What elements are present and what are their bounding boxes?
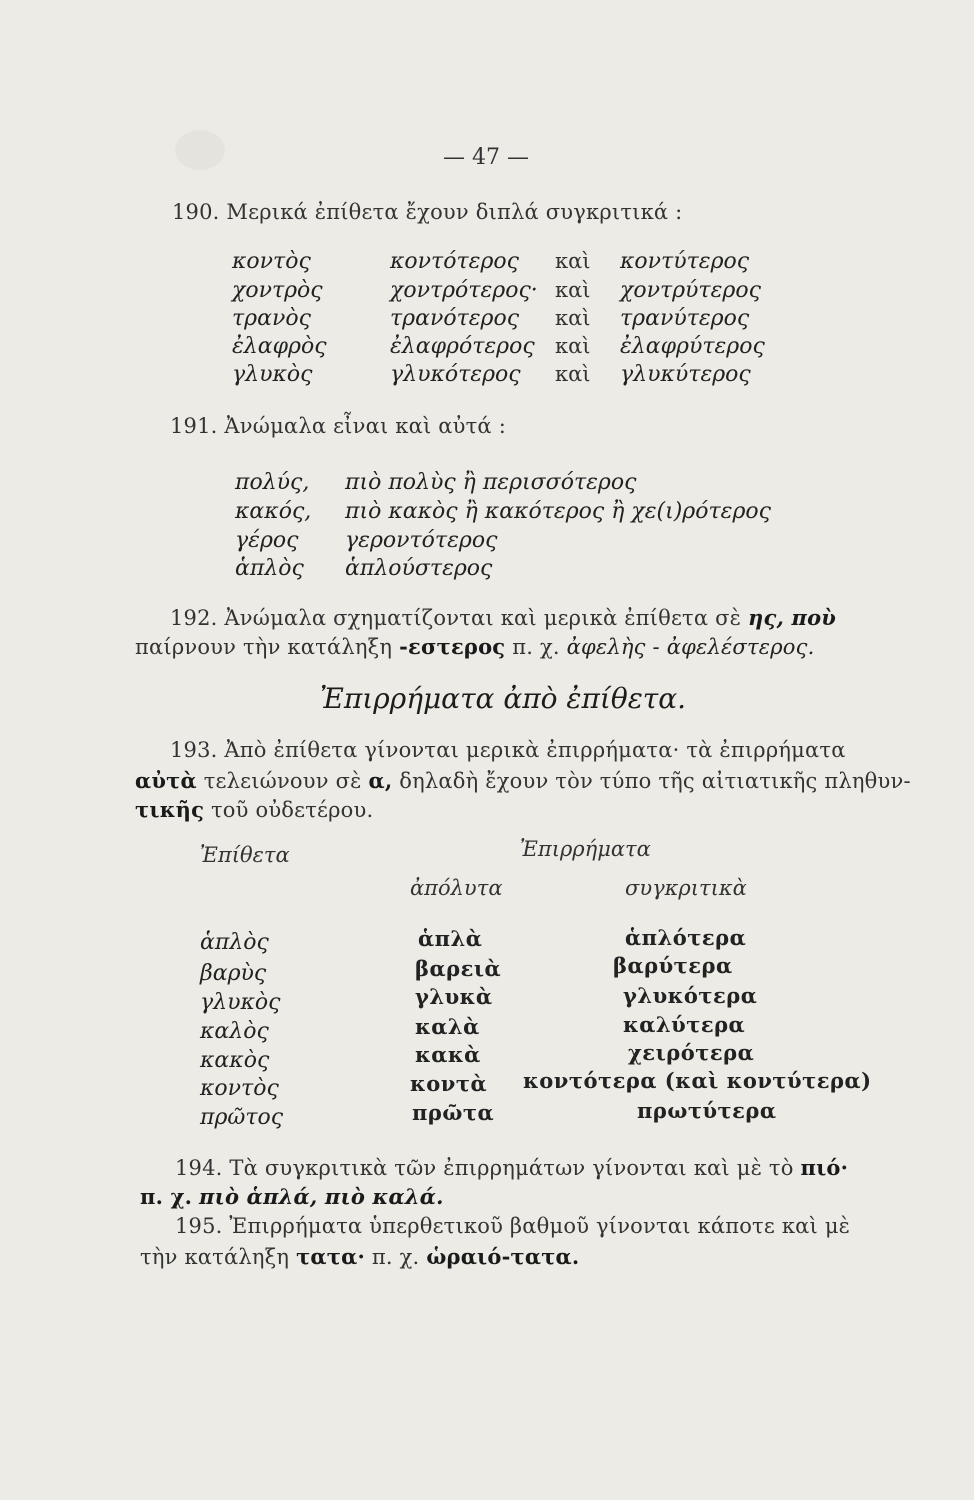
text-span: τικῆς [135, 797, 205, 822]
table-row: πρῶτος [200, 1105, 284, 1130]
text-span: π. χ. [371, 1245, 420, 1269]
absolute-adverb: καλὰ [415, 1014, 480, 1039]
comparative-2: τρανύτερος [620, 306, 750, 331]
table-row: γλυκὸς [200, 990, 281, 1015]
absolute-adverb: κοντὰ [410, 1071, 488, 1096]
section-193-text: 193. Ἀπὸ ἐπίθετα γίνονται μερικὰ ἐπιρρήματα· τὰ ἐπιρρήματα [170, 738, 846, 762]
text-span: δηλαδὴ ἔχουν τὸν τύπο τῆς αἰτιατικῆς πληθυν- [399, 769, 911, 793]
text-span: τοῦ οὐδετέρου. [210, 798, 374, 822]
comparative-1: ἐλαφρότερος [390, 334, 535, 359]
comparative: πιὸ κακὸς ἢ κακότερος ἢ χε(ι)ρότερος [345, 499, 771, 524]
text-span: π. χ. [512, 635, 560, 659]
comparative-adverb: βαρύτερα [613, 953, 733, 978]
comparative-1: κοντότερος [390, 249, 519, 274]
column-header-comparative: συγκριτικὰ [625, 876, 747, 900]
comparative-1: τρανότερος [390, 306, 520, 331]
absolute-adverb: βαρειὰ [415, 956, 502, 981]
comparative-2: ἐλαφρύτερος [620, 334, 765, 359]
conjunction: καὶ [555, 334, 591, 358]
conjunction: καὶ [555, 278, 591, 302]
table-row: καλὸς [200, 1019, 269, 1044]
section-190-text: 190. Μερικά ἐπίθετα ἔχουν διπλά συγκριτικά : [172, 200, 683, 224]
table-row: κακός, [235, 499, 312, 524]
table-row: κακὸς [200, 1048, 270, 1073]
comparative-adverb: χειρότερα [628, 1040, 755, 1065]
table-row: χοντρὸς [232, 278, 323, 303]
table-row: κοντὸς [232, 249, 311, 274]
table-row: ἐλαφρὸς [232, 334, 327, 359]
comparative-2: χοντρύτερος [620, 278, 761, 303]
absolute-adverb: πρῶτα [412, 1100, 495, 1125]
section-194-line2 [140, 1184, 444, 1209]
comparative-adverb: καλύτερα [623, 1012, 746, 1037]
table-row: κοντὸς [200, 1076, 279, 1101]
section-192-line2 [135, 634, 814, 659]
ending-esteros: -εστερος [399, 634, 506, 659]
comparative-1: χοντρότερος· [390, 278, 538, 303]
table-row: γέρος [235, 528, 299, 553]
comparative-adverb: πρωτύτερα [637, 1098, 777, 1123]
section-194-text [175, 1155, 848, 1180]
comparative-2: κοντύτερος [620, 249, 750, 274]
example-words: πιὸ ἁπλά, πιὸ καλά. [199, 1184, 444, 1209]
comparative-adverb: γλυκότερα [623, 983, 758, 1008]
section-191-text: 191. Ἀνώμαλα εἶναι καὶ αὐτά : [170, 414, 506, 438]
text-span: αὐτὰ [135, 768, 197, 793]
comparative-adverb: κοντότερα (καὶ κοντύτερα) [523, 1068, 872, 1093]
comparative-1: γλυκότερος [390, 362, 521, 387]
comparative-2: γλυκύτερος [620, 362, 751, 387]
page-number: — 47 — [443, 145, 529, 170]
comparative: ἁπλούστερος [345, 556, 493, 581]
absolute-adverb: γλυκὰ [415, 984, 493, 1009]
table-row: γλυκὸς [232, 362, 313, 387]
text-span: τελειώνουν σὲ [203, 769, 362, 793]
absolute-adverb: κακὰ [415, 1042, 481, 1067]
table-row: ἁπλὸς [200, 930, 269, 955]
table-row: πολύς, [235, 470, 310, 495]
comparative: πιὸ πολὺς ἢ περισσότερος [345, 470, 637, 495]
table-row: βαρὺς [200, 961, 267, 986]
column-header-adjectives: Ἐπίθετα [200, 843, 290, 867]
text-span: 192. Ἀνώμαλα σχηματίζονται καὶ μερικὰ ἐπίθετα σὲ [170, 606, 742, 630]
absolute-adverb: ἁπλὰ [418, 926, 483, 951]
section-192-text [170, 605, 836, 630]
section-193-line2 [135, 768, 911, 793]
section-heading: Ἐπιρρήματα ἀπὸ ἐπίθετα. [320, 682, 687, 715]
conjunction: καὶ [555, 249, 591, 273]
word-pio: πιό· [800, 1155, 849, 1180]
column-header-adverbs: Ἐπιρρήματα [520, 837, 651, 861]
table-row: τρανὸς [232, 306, 311, 331]
text-span: παίρνουν τὴν κατάληξη [135, 635, 393, 659]
example-word: ὡραιό-τατα. [426, 1244, 580, 1269]
section-195-text: 195. Ἐπιρρήματα ὑπερθετικοῦ βαθμοῦ γίνονται κάποτε καὶ μὲ [175, 1214, 851, 1238]
column-header-absolute: ἀπόλυτα [410, 876, 503, 900]
comparative-adverb: ἁπλότερα [625, 925, 747, 950]
paper-smudge [175, 130, 225, 170]
text-span: 194. Τὰ συγκριτικὰ τῶν ἐπιρρημάτων γίνονται καὶ μὲ τὸ [175, 1156, 794, 1180]
conjunction: καὶ [555, 306, 591, 330]
conjunction: καὶ [555, 362, 591, 386]
ending-es: ης, ποὺ [748, 605, 837, 630]
table-row: ἁπλὸς [235, 556, 304, 581]
section-195-line2 [140, 1244, 579, 1269]
text-span: τὴν κατάληξη [140, 1245, 290, 1269]
ending-tata: τατα· [296, 1244, 365, 1269]
ending-a: α, [368, 768, 393, 793]
text-span: π. χ. [140, 1184, 193, 1209]
comparative: γεροντότερος [345, 528, 498, 553]
section-193-line3 [135, 797, 373, 822]
example-word: ἀφελὴς - ἀφελέστερος. [566, 635, 815, 659]
